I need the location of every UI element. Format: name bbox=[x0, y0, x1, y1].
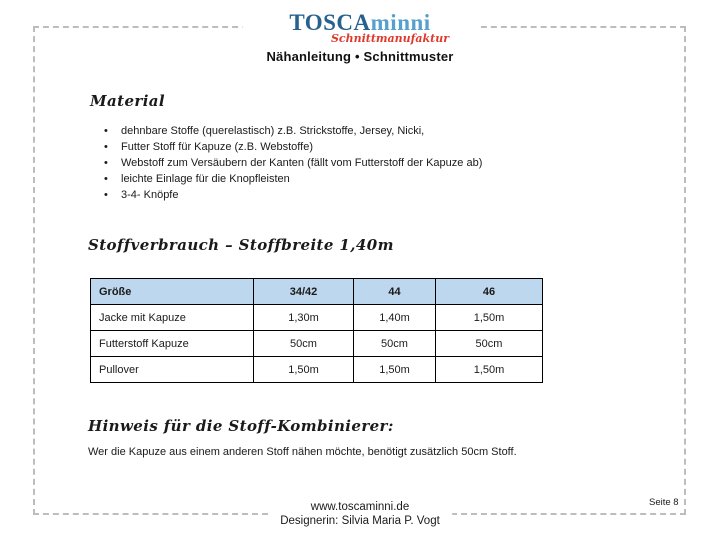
table-cell: 1,50m bbox=[354, 357, 436, 383]
row-label: Pullover bbox=[91, 357, 254, 383]
table-row bbox=[91, 331, 543, 357]
table-cell: 50cm bbox=[436, 331, 543, 357]
hinweis-heading: Hinweis für die Stoff-Kombinierer: bbox=[88, 417, 394, 435]
table-header-row bbox=[91, 279, 543, 305]
table-cell: 50cm bbox=[354, 331, 436, 357]
table-row bbox=[91, 305, 543, 331]
footer-designer: Designerin: Silvia Maria P. Vogt bbox=[280, 515, 440, 527]
material-list bbox=[104, 123, 584, 203]
column-header-46: 46 bbox=[436, 279, 543, 305]
logo-subtitle: Schnittmanufaktur bbox=[330, 32, 450, 45]
list-item: • 3-4- Knöpfe bbox=[104, 187, 584, 203]
list-item: • Webstoff zum Versäubern der Kanten (fällt vom Futterstoff der Kapuze ab) bbox=[104, 155, 584, 171]
page-number: Seite 8 bbox=[649, 497, 679, 508]
row-label: Jacke mit Kapuze bbox=[91, 305, 254, 331]
logo-text-minni: minni bbox=[370, 10, 431, 35]
list-item: • Futter Stoff für Kapuze (z.B. Webstoffe) bbox=[104, 139, 584, 155]
material-heading: Material bbox=[90, 92, 166, 110]
table-cell: 1,50m bbox=[436, 357, 543, 383]
table-cell: 1,50m bbox=[254, 357, 354, 383]
table-cell: 50cm bbox=[254, 331, 354, 357]
table-cell: 1,30m bbox=[254, 305, 354, 331]
logo-text-tosca: TOSCA bbox=[289, 10, 371, 35]
column-header-groesse: Größe bbox=[91, 279, 254, 305]
table-row bbox=[91, 357, 543, 383]
footer-website: www.toscaminni.de bbox=[310, 501, 410, 513]
column-header-34-42: 34/42 bbox=[254, 279, 354, 305]
logo-title bbox=[266, 12, 453, 33]
list-item: • dehnbare Stoffe (querelastisch) z.B. Strickstoffe, Jersey, Nicki, bbox=[104, 123, 584, 139]
table-cell: 1,50m bbox=[436, 305, 543, 331]
column-header-44: 44 bbox=[354, 279, 436, 305]
logo bbox=[242, 12, 477, 64]
list-item: • leichte Einlage für die Knopfleisten bbox=[104, 171, 584, 187]
row-label: Futterstoff Kapuze bbox=[91, 331, 254, 357]
table-cell: 1,40m bbox=[354, 305, 436, 331]
stoffverbrauch-heading: Stoffverbrauch – Stoffbreite 1,40m bbox=[88, 236, 394, 254]
page-footer bbox=[268, 500, 452, 528]
document-tagline: Nähanleitung • Schnittmuster bbox=[266, 49, 454, 64]
hinweis-text: Wer die Kapuze aus einem anderen Stoff nähen möchte, benötigt zusätzlich 50cm Stoff. bbox=[88, 446, 517, 458]
fabric-usage-table bbox=[90, 278, 543, 383]
